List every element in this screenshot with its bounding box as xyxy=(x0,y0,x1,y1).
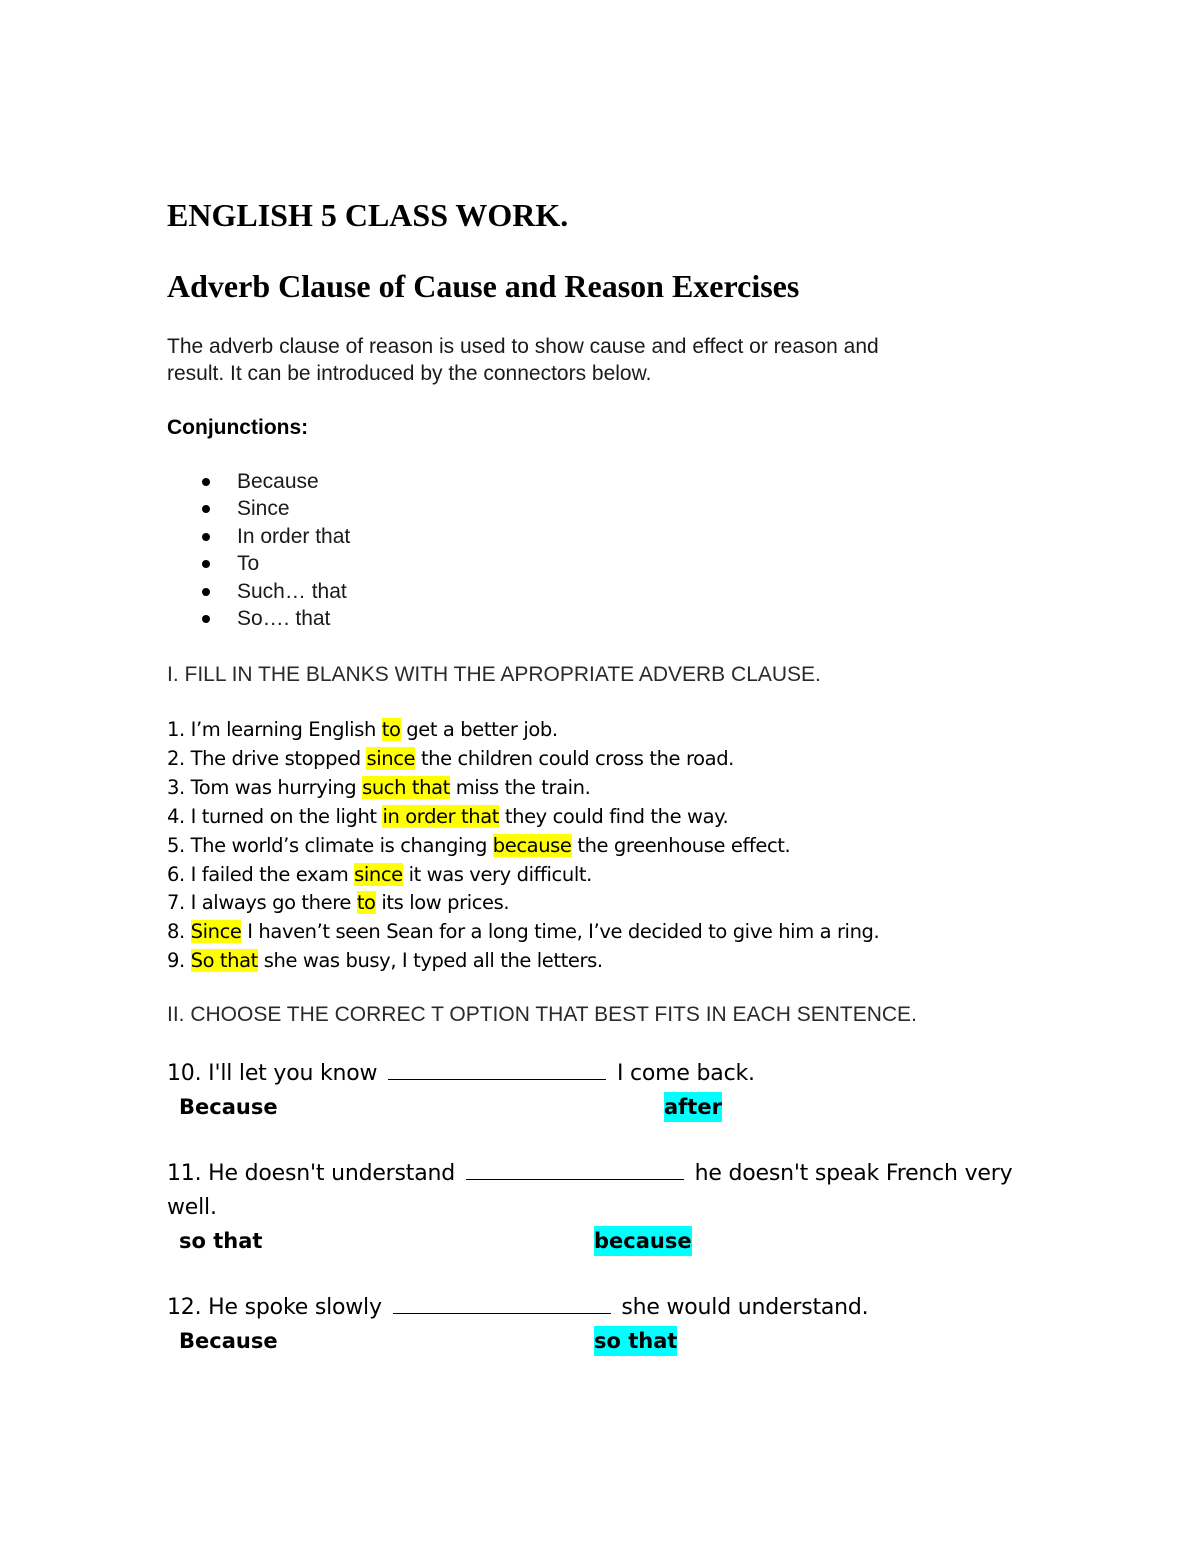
bullet-icon xyxy=(202,588,210,596)
option-b-highlight: after xyxy=(664,1092,722,1122)
answer-highlight: to xyxy=(356,891,376,915)
option-b-highlight: because xyxy=(594,1226,692,1256)
option-a: Because xyxy=(179,1095,278,1119)
bullet-icon xyxy=(202,533,210,541)
question-12: 12. He spoke slowly she would understand. xyxy=(167,1295,869,1320)
conjunctions-label: Conjunctions: xyxy=(167,416,309,439)
exercise-item: 7. I always go there to its low prices. xyxy=(167,891,510,915)
intro-line: result. It can be introduced by the connectors below. xyxy=(167,362,652,385)
exercise-item: 9. So that she was busy, I typed all the letters. xyxy=(167,949,603,973)
exercise-item: 4. I turned on the light in order that they could find the way. xyxy=(167,804,729,828)
section-2-heading: II. CHOOSE THE CORREC T OPTION THAT BEST FITS IN EACH SENTENCE. xyxy=(167,1003,917,1026)
answer-highlight: Since xyxy=(190,920,242,944)
option-b-highlight: so that xyxy=(594,1326,677,1356)
bullet-icon xyxy=(202,478,210,486)
list-item: Since xyxy=(198,495,350,522)
bullet-icon xyxy=(202,505,210,513)
conjunctions-list xyxy=(198,468,350,632)
option-a: so that xyxy=(179,1229,263,1253)
bullet-icon xyxy=(202,615,210,623)
exercise-item: 2. The drive stopped since the children could cross the road. xyxy=(167,746,734,770)
answer-highlight: since xyxy=(366,746,416,770)
answer-blank xyxy=(393,1293,611,1314)
intro-line: The adverb clause of reason is used to show cause and effect or reason and xyxy=(167,335,879,358)
option-a: Because xyxy=(179,1329,278,1353)
fill-in-exercises xyxy=(167,716,879,976)
exercise-item: 6. I failed the exam since it was very difficult. xyxy=(167,862,592,886)
question-11-continuation: well. xyxy=(167,1195,217,1220)
exercise-item: 3. Tom was hurrying such that miss the train. xyxy=(167,775,591,799)
answer-highlight: since xyxy=(354,862,403,886)
list-item: Such… that xyxy=(198,578,350,605)
answer-highlight: So that xyxy=(190,949,258,973)
question-11: 11. He doesn't understand he doesn't speak French very xyxy=(167,1161,1013,1186)
list-item: To xyxy=(198,550,350,577)
intro-paragraph xyxy=(167,333,879,387)
exercise-item: 8. Since I haven’t seen Sean for a long time, I’ve decided to give him a ring. xyxy=(167,920,880,944)
section-1-heading: I. FILL IN THE BLANKS WITH THE APROPRIATE ADVERB CLAUSE. xyxy=(167,663,821,686)
bullet-icon xyxy=(202,560,210,568)
exercise-item: 1. I’m learning English to get a better job. xyxy=(167,718,558,741)
answer-highlight: to xyxy=(381,718,401,741)
answer-highlight: such that xyxy=(362,775,450,799)
answer-blank xyxy=(388,1059,606,1080)
answer-blank xyxy=(466,1159,684,1180)
answer-highlight: because xyxy=(492,833,572,857)
answer-highlight: in order that xyxy=(382,804,500,828)
list-item: So…. that xyxy=(198,605,350,632)
page-subtitle: Adverb Clause of Cause and Reason Exercises xyxy=(167,268,800,304)
exercise-item: 5. The world’s climate is changing because the greenhouse effect. xyxy=(167,833,791,857)
list-item: Because xyxy=(198,468,350,495)
list-item: In order that xyxy=(198,523,350,550)
page-title: ENGLISH 5 CLASS WORK. xyxy=(167,197,569,233)
question-10: 10. I'll let you know I come back. xyxy=(167,1061,755,1086)
